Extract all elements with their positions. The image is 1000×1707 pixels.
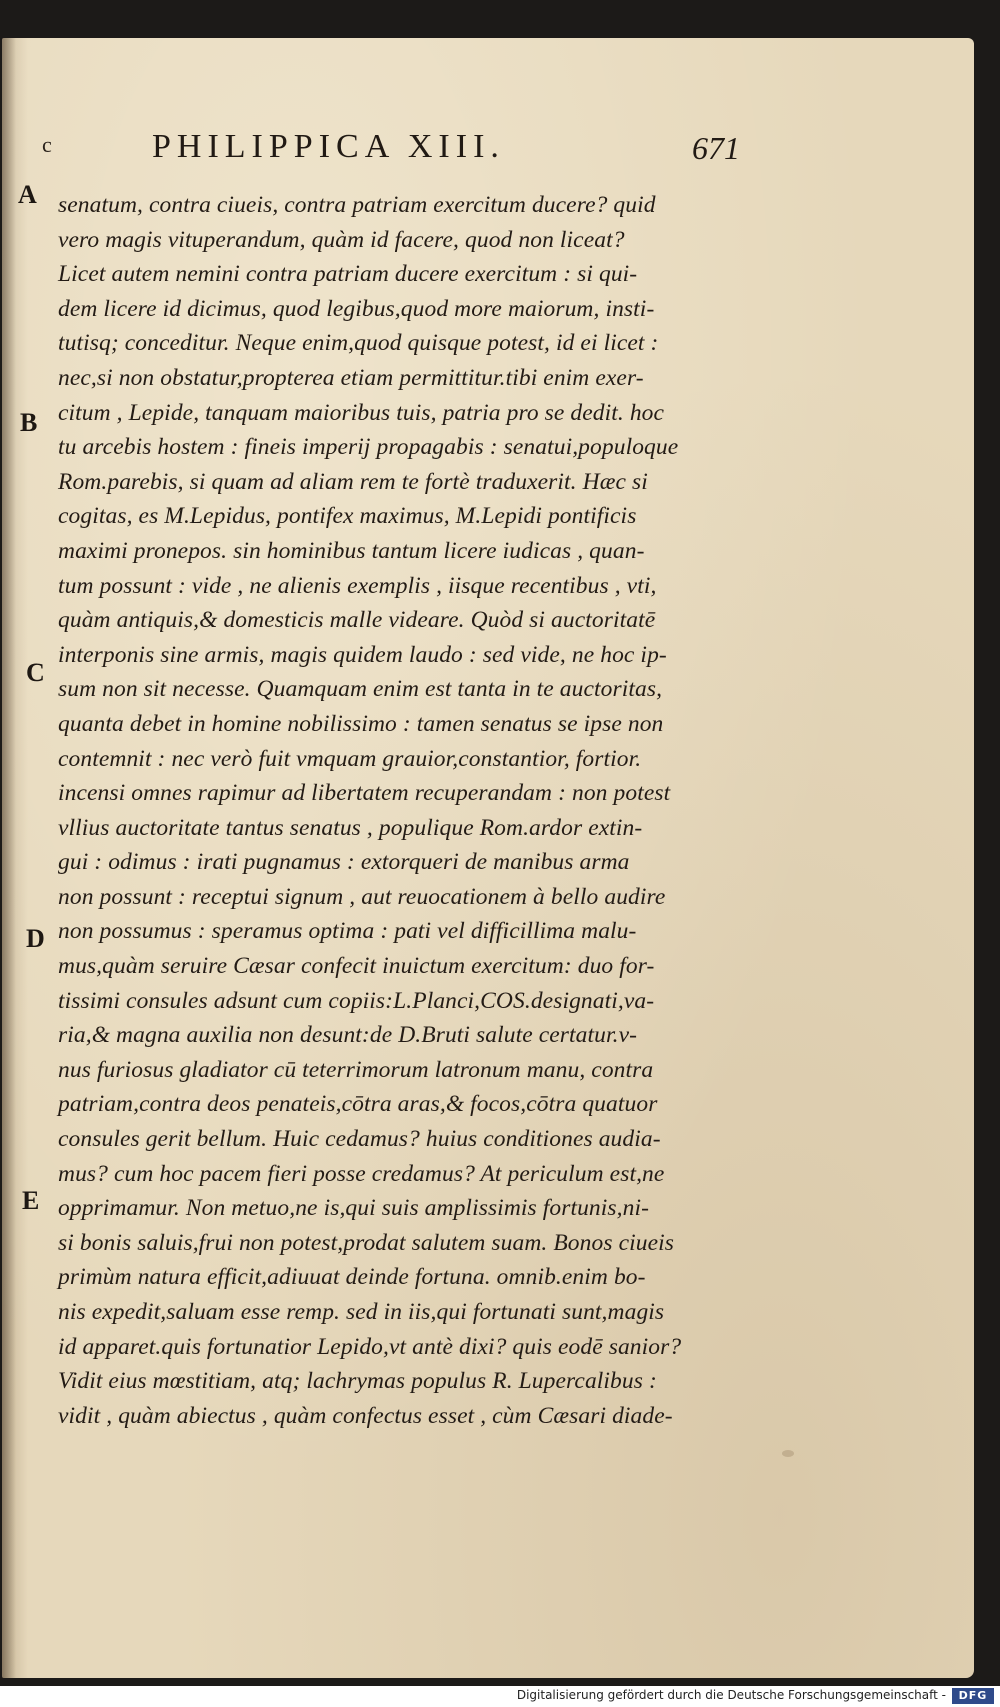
text-line: cogitas, es M.Lepidus, pontifex maximus, M.Lepidi pontificis <box>58 503 637 530</box>
text-line: interponis sine armis, magis quidem laudo : sed vide, ne hoc ip- <box>58 641 667 668</box>
text-line: maximi pronepos. sin hominibus tantum licere iudicas , quan- <box>58 537 645 564</box>
text-line: nis expedit,saluam esse remp. sed in iis,qui fortunati sunt,magis <box>58 1299 665 1325</box>
text-line: senatum, contra ciueis, contra patriam exercitum ducere? quid <box>58 192 656 218</box>
text-line: vidit , quàm abiectus , quàm confectus esset , cùm Cæsari diade- <box>58 1402 673 1429</box>
text-line: consules gerit bellum. Huic cedamus? huius conditiones audia- <box>58 1126 661 1153</box>
dfg-logo: DFG <box>952 1688 994 1704</box>
margin-letter-b: B <box>20 408 38 437</box>
running-title: PHILIPPICA XIII. <box>152 128 505 165</box>
text-line: nec,si non obstatur,propterea etiam permittitur.tibi enim exer- <box>58 364 644 391</box>
body-text <box>58 188 738 1433</box>
book-page <box>2 38 974 1678</box>
page-gutter-shadow <box>2 38 16 1678</box>
text-line: quàm antiquis,& domesticis malle videare. Quòd si auctoritatē <box>58 607 656 634</box>
text-line: tu arcebis hostem : fineis imperij propagabis : senatui,populoque <box>58 434 679 461</box>
text-line: vllius auctoritate tantus senatus , populique Rom.ardor extin- <box>58 814 643 841</box>
text-line: vero magis vituperandum, quàm id facere, quod non liceat? <box>58 226 625 253</box>
margin-letter-d: D <box>26 924 45 953</box>
text-line: Vidit eius mœstitiam, atq; lachrymas populus R. Lupercalibus : <box>58 1368 657 1395</box>
page-number: 671 <box>692 130 740 166</box>
page-header <box>2 128 974 172</box>
text-line: sum non sit necesse. Quamquam enim est tanta in te auctoritas, <box>58 676 663 703</box>
text-line: incensi omnes rapimur ad libertatem recuperandam : non potest <box>58 780 671 807</box>
text-line: ria,& magna auxilia non desunt:de D.Bruti salute certatur.v- <box>58 1022 638 1049</box>
text-line: contemnit : nec verò fuit vmquam grauior,constantior, fortior. <box>58 745 642 772</box>
text-line: quanta debet in homine nobilissimo : tamen senatus se ipse non <box>58 710 664 737</box>
text-line: dem licere id dicimus, quod legibus,quod more maiorum, insti- <box>58 295 655 322</box>
text-line: si bonis saluis,frui non potest,prodat salutem suam. Bonos ciueis <box>58 1229 674 1256</box>
funding-credit: Digitalisierung gefördert durch die Deutsche Forschungsgemeinschaft - <box>516 1688 946 1702</box>
text-line: gui : odimus : irati pugnamus : extorqueri de manibus arma <box>58 849 630 876</box>
text-line: Rom.parebis, si quam ad aliam rem te fortè traduxerit. Hæc si <box>58 468 648 495</box>
text-line: patriam,contra deos penateis,cōtra aras,& focos,cōtra quatuor <box>58 1091 658 1118</box>
text-line: primùm natura efficit,adiuuat deinde fortuna. omnib.enim bo- <box>58 1264 646 1291</box>
text-line: mus,quàm seruire Cæsar confecit inuictum exercitum: duo for- <box>58 953 655 980</box>
text-line: non possunt : receptui signum , aut reuocationem à bello audire <box>58 883 666 910</box>
text-line: Licet autem nemini contra patriam ducere exercitum : si qui- <box>58 261 638 288</box>
text-line: nus furiosus gladiator cū teterrimorum latronum manu, contra <box>58 1056 654 1083</box>
margin-letter-c: C <box>26 658 45 687</box>
digitization-footer <box>0 1686 1000 1707</box>
text-line: mus? cum hoc pacem fieri posse credamus? At periculum est,ne <box>58 1160 665 1187</box>
text-line: citum , Lepide, tanquam maioribus tuis, patria pro se dedit. hoc <box>58 399 665 426</box>
text-line: tum possunt : vide , ne alienis exemplis , iisque recentibus , vti, <box>58 572 657 599</box>
margin-letter-e: E <box>22 1186 40 1215</box>
margin-letter-a: A <box>18 180 37 209</box>
text-line: tissimi consules adsunt cum copiis:L.Planci,COS.designati,va- <box>58 987 655 1014</box>
paper-stain <box>782 1450 794 1457</box>
text-line: tutisq; conceditur. Neque enim,quod quisque potest, id ei licet : <box>58 330 659 357</box>
text-line: non possumus : speramus optima : pati vel difficillima malu- <box>58 918 637 945</box>
header-mark: c <box>42 132 52 157</box>
text-line: id apparet.quis fortunatior Lepido,vt antè dixi? quis eodē sanior? <box>58 1333 682 1360</box>
text-line: opprimamur. Non metuo,ne is,qui suis amplissimis fortunis,ni- <box>58 1195 650 1222</box>
